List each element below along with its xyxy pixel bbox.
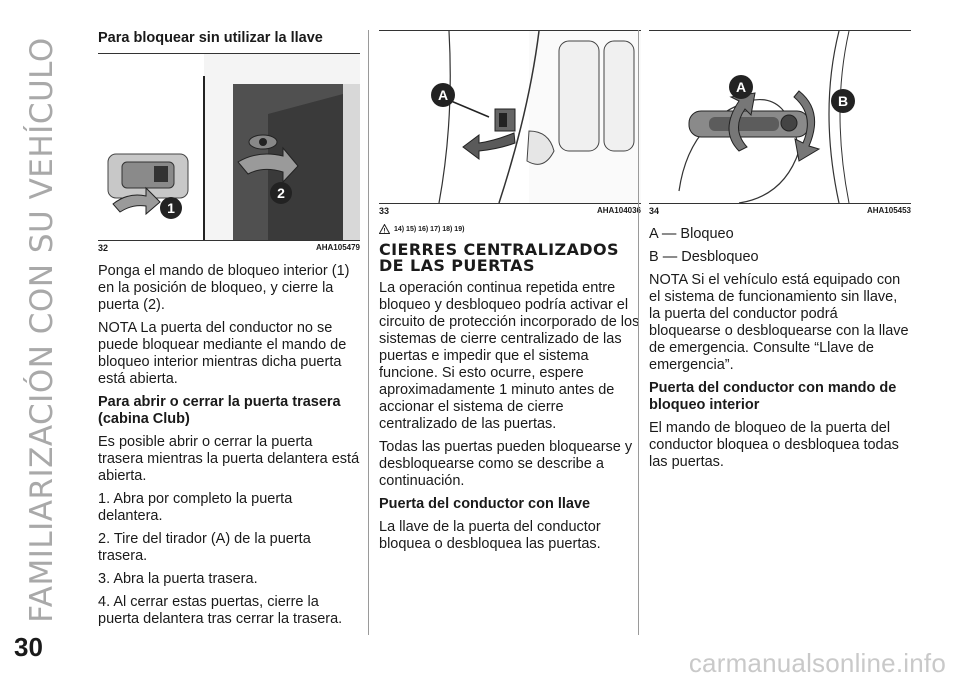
side-section-title	[12, 30, 72, 630]
figure-33-illustration	[379, 31, 641, 203]
warning-triangle-icon	[379, 224, 390, 234]
figure-32-code: AHA105479	[315, 243, 360, 252]
warning-references-text: 14) 15) 16) 17) 18) 19)	[394, 225, 465, 233]
figure-34-caption	[649, 206, 911, 216]
side-section-title-text: FAMILIARIZACIÓN CON SU VEHÍCULO	[24, 37, 60, 623]
figure-33-number: 33	[379, 206, 390, 216]
marker-2-label: 2	[277, 185, 285, 201]
figure-34-illustration	[649, 31, 911, 203]
figure-32-number: 32	[98, 243, 109, 253]
marker-1	[160, 197, 182, 219]
marker-a-label: A	[735, 79, 747, 95]
figure-32	[98, 53, 360, 241]
step-2: 2. Tire del tirador (A) de la puerta trasera.	[98, 531, 311, 564]
paragraph-all-doors: Todas las puertas pueden bloquearse y desbloquearse como se describe a continuación.	[379, 439, 633, 489]
figure-33-caption	[379, 206, 641, 216]
paragraph-lock-instructions: Ponga el mando de bloqueo interior (1) en la posición de bloqueo, y cierre la puerta (2).	[98, 263, 350, 313]
legend-b: B — Desbloqueo	[649, 249, 759, 265]
figure-32-caption	[98, 243, 360, 253]
marker-a-label: A	[437, 87, 449, 103]
marker-a	[431, 83, 455, 107]
figure-32-illustration	[98, 54, 360, 240]
column-3	[638, 30, 911, 635]
heading-driver-door-key: Puerta del conductor con llave	[379, 496, 591, 512]
marker-b	[831, 89, 855, 113]
figure-33	[379, 30, 641, 204]
svg-text:!: !	[383, 228, 386, 234]
paragraph-keyless-note: NOTA Si el vehículo está equipado con el sistema de funcionamiento sin llave, la puerta del conductor podrá bloquearse o desbloquearse con la llave de emergencia. Consulte “Llave de emergencia”.	[649, 272, 909, 373]
footer-watermark: carmanualsonline.info	[688, 648, 946, 678]
marker-1-label: 1	[167, 200, 175, 216]
paragraph-repeated-operation: La operación continua repetida entre bloqueo y desbloqueo podría activar el circuito de protección incorporado de los sistemas de cierre centralizado de las puertas e impedir que el sistema funcione. Si esto ocurre, espere aproximadamente 1 minuto antes de accionar el sistema de cierre centralizado de las puertas.	[379, 280, 640, 432]
marker-a	[729, 75, 753, 99]
step-4: 4. Al cerrar estas puertas, cierre la puerta delantera tras cerrar la trasera.	[98, 594, 343, 627]
heading-central-locking: CIERRES CENTRALIZADOS DE LAS PUERTAS	[379, 240, 619, 275]
heading-lock-without-key: Para bloquear sin utilizar la llave	[98, 30, 323, 46]
step-3: 3. Abra la puerta trasera.	[98, 571, 258, 587]
paragraph-note-driver-door: NOTA La puerta del conductor no se puede bloquear mediante el mando de bloqueo interior mientras dicha puerta está abierta.	[98, 320, 347, 387]
paragraph-driver-door-key: La llave de la puerta del conductor bloquea o desbloquea las puertas.	[379, 519, 601, 552]
figure-34	[649, 30, 911, 204]
heading-rear-door: Para abrir o cerrar la puerta trasera (cabina Club)	[98, 394, 341, 427]
legend-a: A — Bloqueo	[649, 226, 734, 242]
column-2	[368, 30, 641, 635]
heading-driver-door-interior: Puerta del conductor con mando de bloqueo interior	[649, 380, 897, 413]
paragraph-rear-door-intro: Es posible abrir o cerrar la puerta trasera mientras la puerta delantera está abierta.	[98, 434, 360, 484]
warning-references	[379, 224, 641, 234]
step-1: 1. Abra por completo la puerta delantera.	[98, 491, 293, 524]
figure-34-code: AHA105453	[866, 206, 911, 215]
column-1	[98, 30, 360, 640]
marker-b-label: B	[837, 93, 849, 109]
figure-34-number: 34	[649, 206, 660, 216]
page-number: 30	[14, 632, 43, 662]
marker-2	[270, 182, 292, 204]
figure-33-code: AHA104036	[596, 206, 641, 215]
paragraph-driver-door-interior: El mando de bloqueo de la puerta del conductor bloquea o desbloquea todas las puertas.	[649, 420, 899, 470]
